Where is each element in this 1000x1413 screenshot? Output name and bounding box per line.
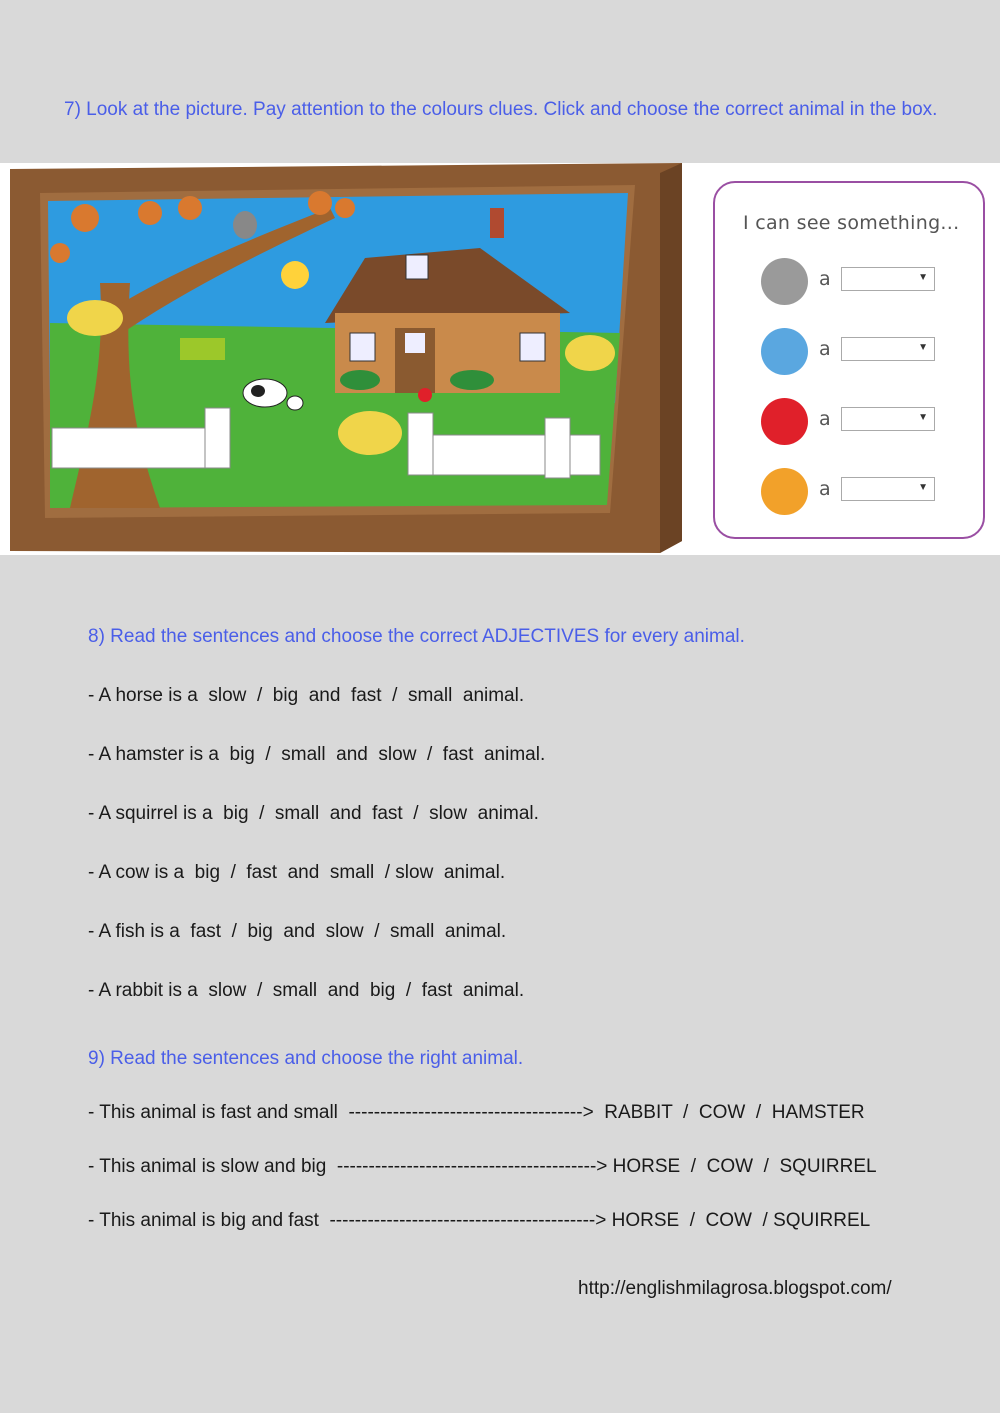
dropdown-arrow-icon: ▼ [918, 272, 928, 283]
article-label: a [819, 268, 831, 290]
clue-row-grey [761, 258, 981, 306]
clue-row-red [761, 398, 981, 446]
adjective-sentence: - A squirrel is a big / small and fast / slow animal. [88, 803, 539, 824]
article-label: a [819, 408, 831, 430]
adjective-sentence: - A fish is a fast / big and slow / small animal. [88, 921, 507, 942]
animal-select-grey[interactable] [841, 267, 935, 291]
animal-select-blue[interactable] [841, 337, 935, 361]
section8-title: 8) Read the sentences and choose the correct ADJECTIVES for every animal. [88, 626, 745, 647]
footer-url[interactable]: http://englishmilagrosa.blogspot.com/ [578, 1278, 892, 1299]
clue-row-orange [761, 468, 981, 516]
adjective-sentence: - A cow is a big / fast and small / slow animal. [88, 862, 506, 883]
dropdown-arrow-icon: ▼ [918, 342, 928, 353]
dropdown-arrow-icon: ▼ [918, 412, 928, 423]
squirrel [233, 211, 257, 239]
tractor [180, 338, 225, 360]
section7-title: 7) Look at the picture. Pay attention to the colours clues. Click and choose the correct animal in the box. [64, 99, 938, 120]
adjective-sentence: - A hamster is a big / small and slow / fast animal. [88, 744, 546, 765]
section9-title: 9) Read the sentences and choose the right animal. [88, 1048, 524, 1069]
grey-dot-icon [761, 258, 808, 305]
animal-sentence: - This animal is fast and small -------------------------------------> RABBIT / COW / HAMSTER [88, 1102, 865, 1123]
animal-sentence: - This animal is big and fast ------------------------------------------> HORSE / COW / SQUIRREL [88, 1210, 871, 1231]
animal-sentence: - This animal is slow and big -----------------------------------------> HORSE / COW / SQUIRREL [88, 1156, 877, 1177]
red-dot-icon [761, 398, 808, 445]
wheelbarrow-hay [338, 411, 402, 455]
sun-icon [281, 261, 309, 289]
orange-dot-icon [761, 468, 808, 515]
farm-picture [10, 163, 690, 553]
adjective-sentence: - A rabbit is a slow / small and big / fast animal. [88, 980, 525, 1001]
animal-select-red[interactable] [841, 407, 935, 431]
article-label: a [819, 338, 831, 360]
article-label: a [819, 478, 831, 500]
dropdown-arrow-icon: ▼ [918, 482, 928, 493]
hay [67, 300, 123, 336]
clue-box-title: I can see something... [743, 212, 960, 234]
adjective-sentence: - A horse is a slow / big and fast / small animal. [88, 685, 525, 706]
clue-box [713, 181, 985, 539]
bird [418, 388, 432, 402]
animal-select-orange[interactable] [841, 477, 935, 501]
blue-dot-icon [761, 328, 808, 375]
clue-row-blue [761, 328, 981, 376]
